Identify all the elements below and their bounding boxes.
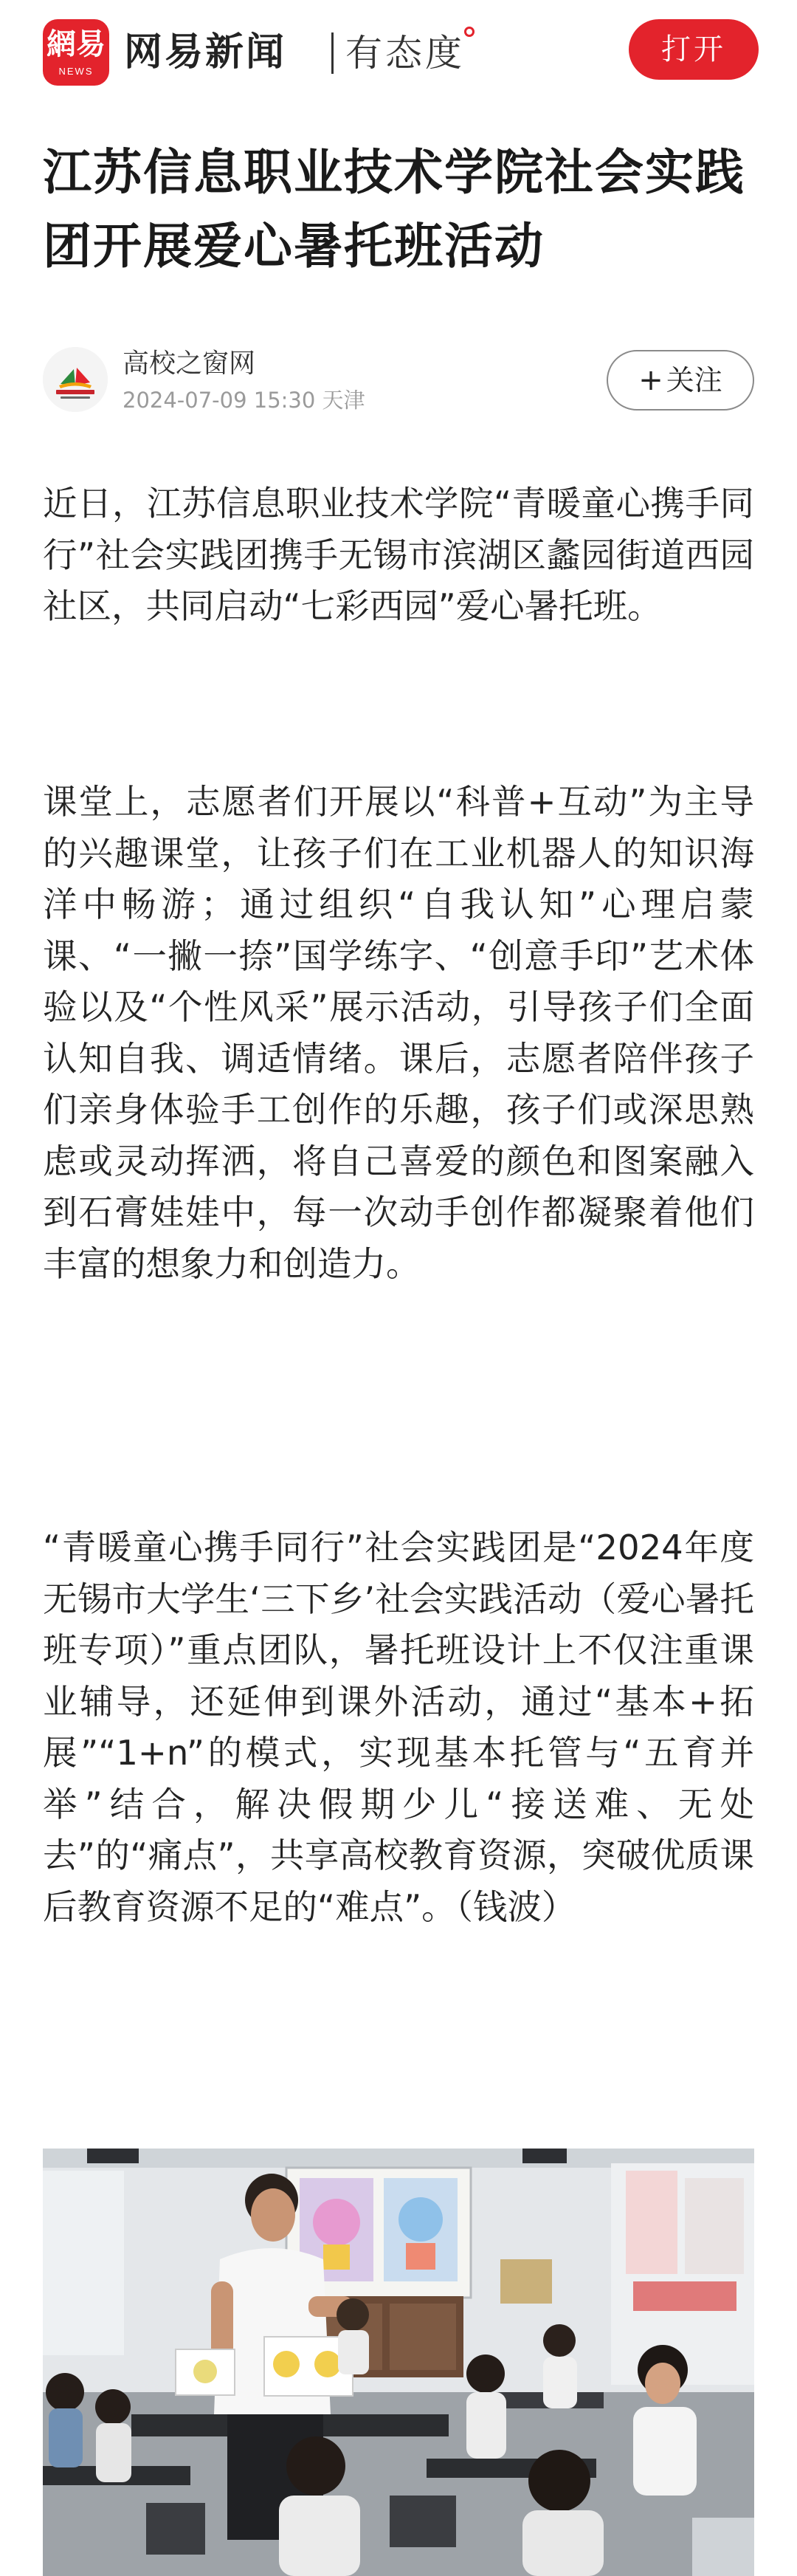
brand-slogan: 有态度 (345, 32, 465, 75)
brand-name: 网易新闻 (124, 30, 287, 75)
article-paragraph-2: 课堂上，志愿者们开展以“科普+互动”为主导的兴趣课堂，让孩子们在工业机器人的知识海洋中畅游；通过组织“自我认知”心理启蒙课、“一撇一捺”国学练字、“创意手印”艺术体验以及“个性风采”展示活动，引导孩子们全面认知自我、调适情绪。课后，志愿者陪伴孩子们亲身体验手工创作的乐趣，孩子们或深思熟虑或灵动挥洒，将自己喜爱的颜色和图案融入到石膏娃娃中，每一次动手创作都凝聚着他们丰富的想象力和创造力。 (43, 782, 754, 1284)
slogan-dot-icon (464, 27, 475, 37)
author-avatar[interactable] (43, 347, 108, 412)
plus-icon: + (638, 363, 663, 397)
gaoxiao-zhichuang-avatar-icon (43, 347, 108, 412)
top-app-bar (0, 0, 797, 105)
netease-news-logo[interactable] (43, 19, 109, 86)
follow-button[interactable] (607, 350, 754, 411)
logo-glyph: 網易 (46, 27, 106, 61)
classroom-photo[interactable] (43, 2149, 754, 2576)
logo-sub: NEWS (58, 66, 94, 77)
follow-label: 关注 (666, 364, 722, 396)
open-app-button[interactable]: 打开 (629, 19, 759, 80)
brand-divider (331, 32, 334, 74)
classroom-photo-image (43, 2149, 754, 2576)
article-title: 江苏信息职业技术学院社会实践团开展爱心暑托班活动 (43, 144, 745, 275)
publish-time-location: 2024-07-09 15:30 天津 (123, 388, 365, 413)
article-paragraph-1: 近日，江苏信息职业技术学院“青暖童心携手同行”社会实践团携手无锡市滨湖区蠡园街道西园社区，共同启动“七彩西园”爱心暑托班。 (43, 484, 754, 626)
author-name[interactable]: 高校之窗网 (123, 348, 256, 379)
article-paragraph-3: “青暖童心携手同行”社会实践团是“2024年度无锡市大学生‘三下乡’社会实践活动（爱心暑托班专项）”重点团队，暑托班设计上不仅注重课业辅导，还延伸到课外活动，通过“基本+拓展”“1+n”的模式，实现基本托管与“五育并举”结合，解决假期少儿“接送难、无处去”的“痛点”，共享高校教育资源，突破优质课后教育资源不足的“难点”。（钱波） (43, 1528, 754, 1927)
